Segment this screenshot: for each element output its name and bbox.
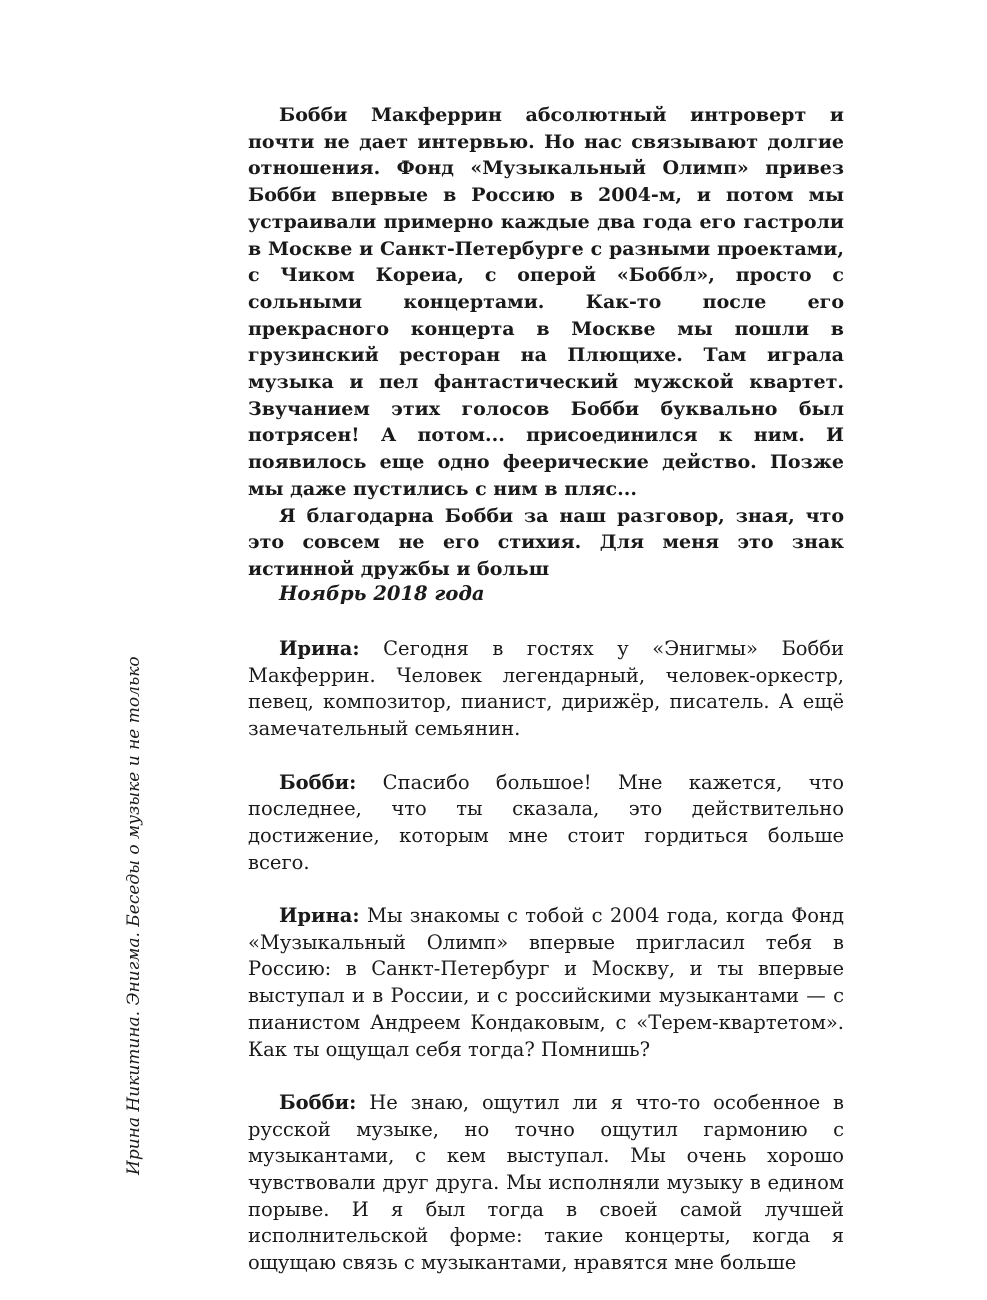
dialogue-turn — [248, 636, 844, 743]
dialogue-text: Не знаю, ощутил ли я что-то особенное в русской музыке, но точно ощутил гармонию с музыкантами, с кем выступал. Мы очень хорошо чувствовали друг друга. Мы исполняли музыку в едином порыве. И я был тогда в своей самой лучшей исполнительской форме: такие концерты, когда я ощущаю связь с музыкантами, нравятся мне больше — [248, 1090, 844, 1275]
speaker-name: Ирина: — [279, 904, 360, 927]
dialogue-turn — [248, 1090, 844, 1277]
running-head: Ирина Никитина. Энигма. Беседы о музыке и не только — [124, 656, 144, 1175]
speaker-name: Бобби: — [279, 1090, 357, 1114]
dialogue-turn — [248, 903, 844, 1063]
intro-section — [248, 102, 844, 583]
dialogue-section — [248, 636, 844, 1277]
intro-paragraph: Бобби Макферрин абсолютный интроверт и почти не дает интервью. Но нас связывают долгие отношения. Фонд «Музыкальный Олимп» привез Бобби впервые в Россию в 2004-м, и потом мы устраивали примерно каждые два года его гастроли в Москве и Санкт-Петербурге с разными проектами, с Чиком Кореиа, с оперой «Боббл», просто с сольными концертами. Как-то после его прекрасного концерта в Москве мы пошли в грузинский ресторан на Плющихе. Там играла музыка и пел фантастический мужской квартет. Звучанием этих голосов Бобби буквально был потрясен! А потом... присоединился к ним. И появилось еще одно феерические действо. Позже мы даже пустились с ним в пляс... — [248, 104, 844, 500]
speaker-name: Бобби: — [279, 770, 357, 794]
intro-paragraph: Я благодарна Бобби за наш разговор, зная, что это совсем не его стихия. Для меня это знак истинной дружбы и больш — [248, 504, 844, 580]
dialogue-turn — [248, 770, 844, 877]
dialogue-text: Мы знакомы с тобой с 2004 года, когда Фонд «Музыкальный Олимп» впервые пригласил тебя в Россию: в Санкт-Петербург и Москву, и ты впервые выступал и в России, и с российскими музыкантами — с пианистом Андреем Кондаковым, с «Терем-квартетом». Как ты ощущал себя тогда? Помнишь? — [248, 904, 844, 1061]
speaker-name: Ирина: — [279, 637, 360, 660]
dialogue-text: Спасибо большое! Мне кажется, что последнее, что ты сказала, это действительно достижение, которым мне стоит гордиться больше всего. — [248, 770, 844, 874]
dialogue-text: Сегодня в гостях у «Энигмы» Бобби Макферрин. Человек легендарный, человек-оркестр, певец, композитор, пианист, дирижёр, писатель. А ещё замечательный семьянин. — [248, 637, 844, 741]
date-heading: Ноябрь 2018 года — [279, 582, 485, 605]
